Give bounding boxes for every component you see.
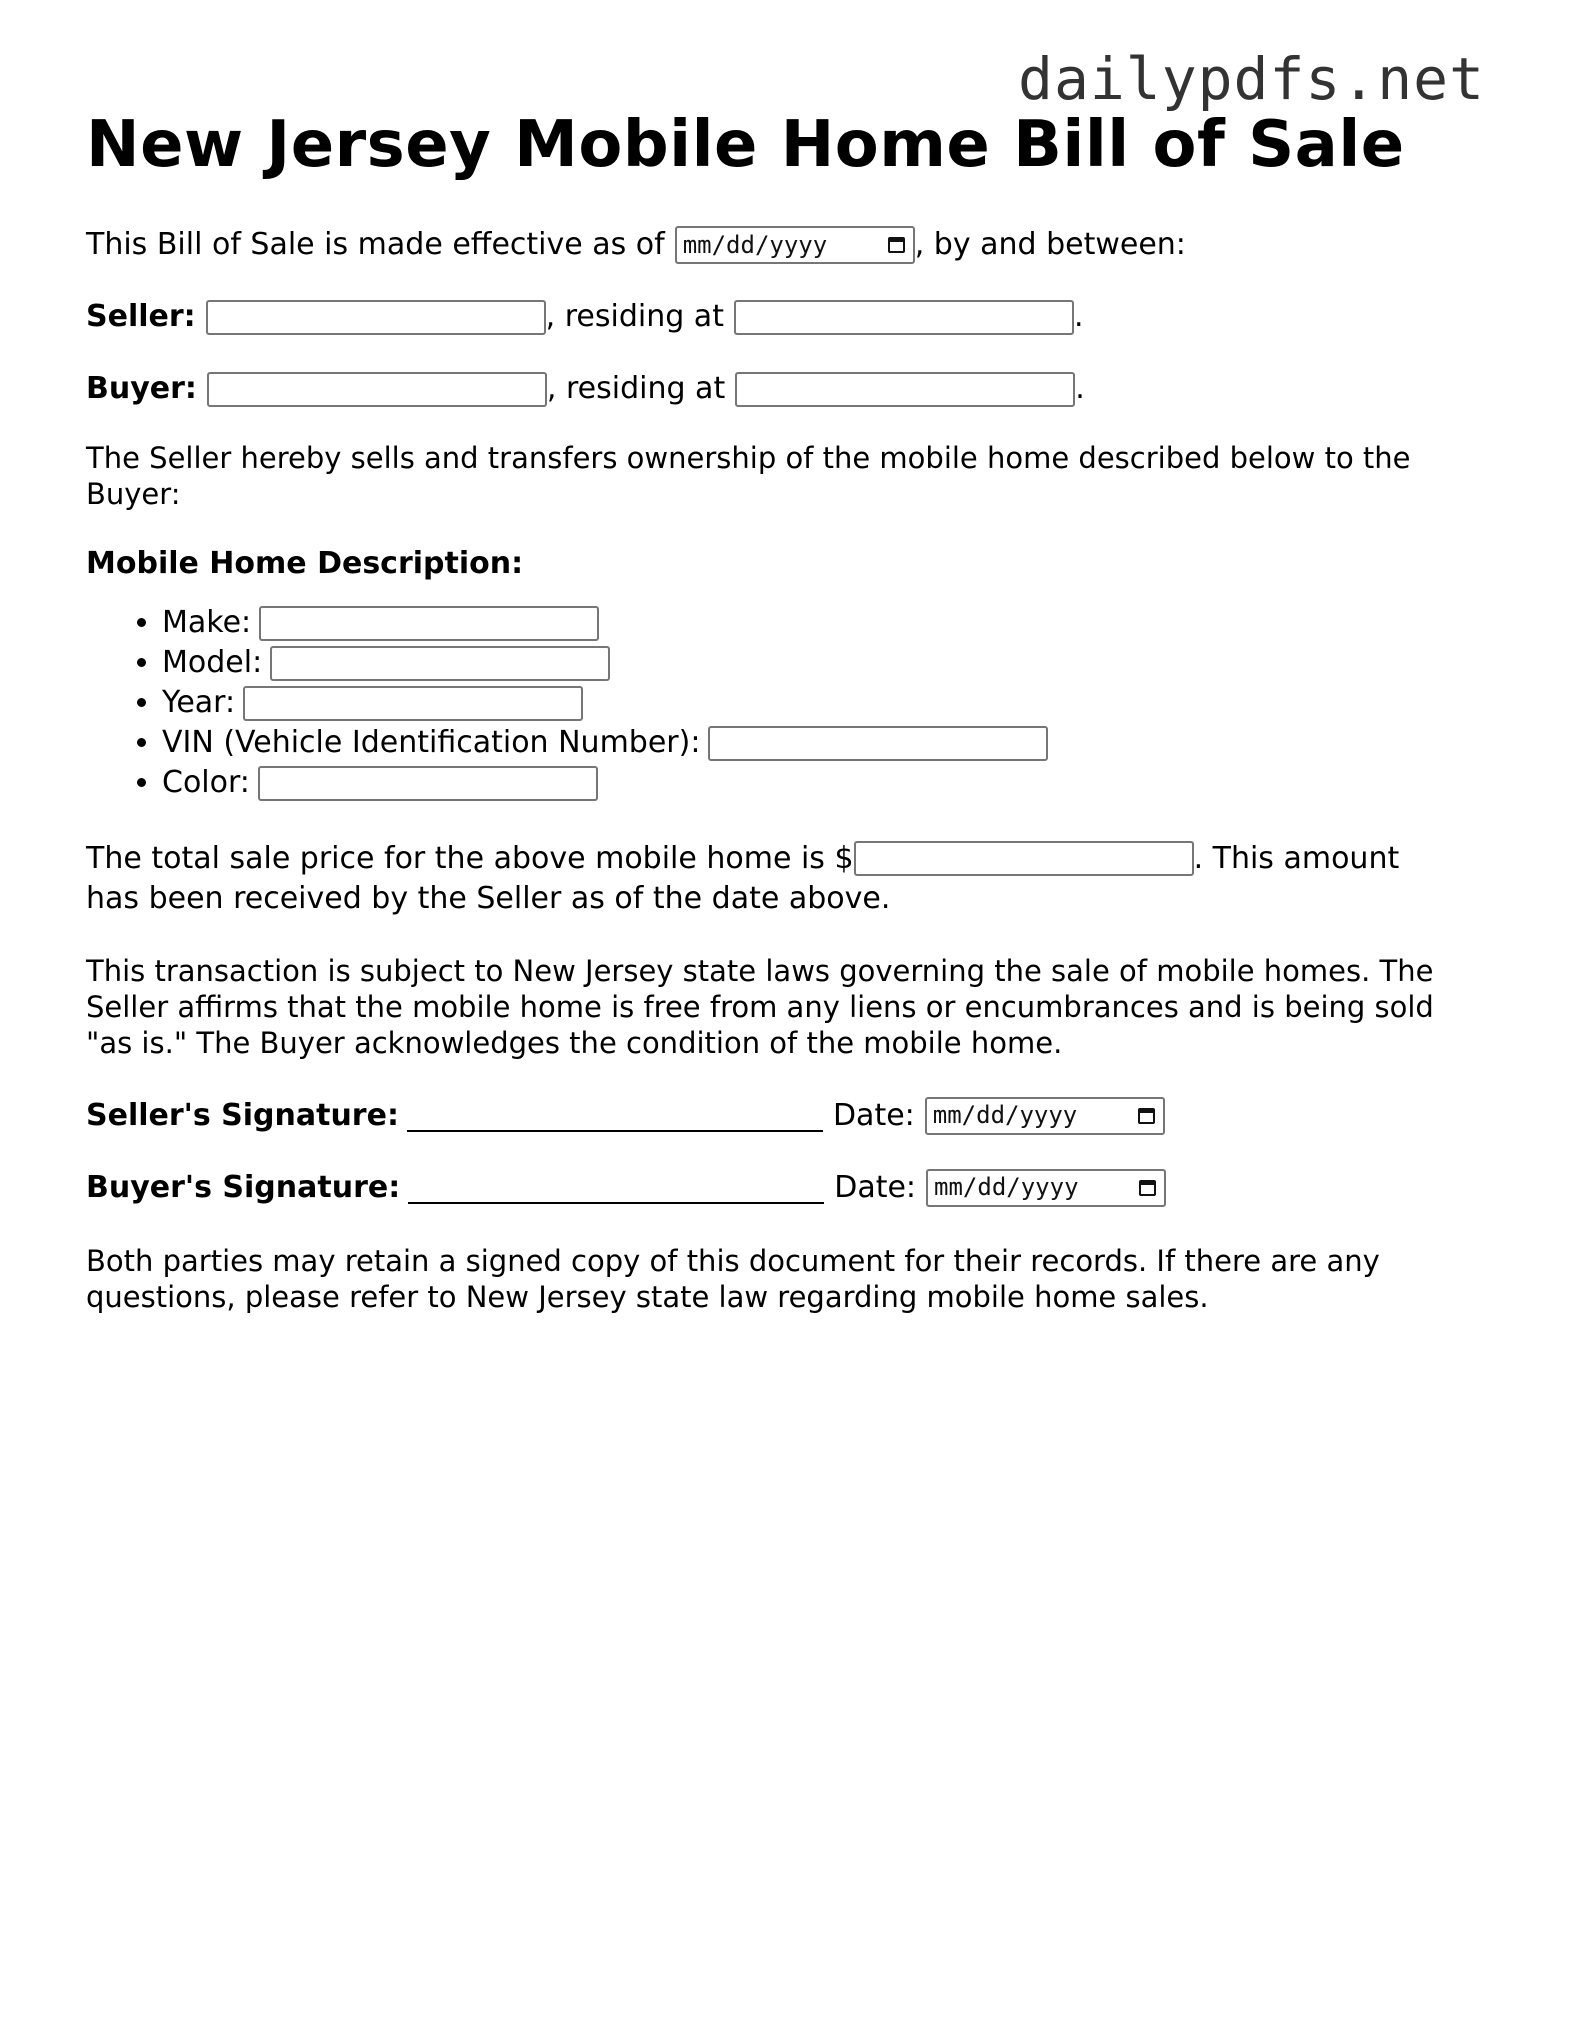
date-placeholder: mm/dd/yyyy: [682, 230, 828, 259]
price-text: The total sale price for the above mobile home is $: [86, 840, 854, 876]
price-input[interactable]: [854, 841, 1194, 876]
buyer-label: Buyer:: [86, 371, 197, 407]
document-body: [86, 110, 1486, 1315]
model-input[interactable]: [270, 646, 610, 681]
calendar-icon[interactable]: [1139, 1180, 1156, 1196]
list-item-make: [162, 603, 1486, 643]
closing-paragraph: Both parties may retain a signed copy of this document for their records. If there are any questions, please refer to New Jersey state law regarding mobile home sales.: [86, 1243, 1380, 1314]
buyer-row-end: .: [1075, 371, 1085, 407]
year-input[interactable]: [243, 686, 583, 721]
buyer-signature-line[interactable]: [408, 1172, 824, 1204]
price-paragraph: [86, 839, 1486, 919]
seller-row: [86, 296, 1486, 338]
buyer-date-input[interactable]: [926, 1169, 1166, 1207]
color-label: Color:: [162, 764, 250, 800]
buyer-address-input[interactable]: [735, 372, 1075, 407]
seller-signature-row: [86, 1095, 1486, 1137]
buyer-row: [86, 368, 1486, 410]
model-label: Model:: [162, 644, 263, 680]
calendar-icon[interactable]: [1138, 1108, 1155, 1124]
seller-name-input[interactable]: [206, 300, 546, 335]
effective-date-row: [86, 224, 1486, 266]
seller-label: Seller:: [86, 299, 196, 335]
transfer-paragraph: The Seller hereby sells and transfers ownership of the mobile home described below to the Buyer:: [86, 441, 1411, 512]
description-heading: Mobile Home Description:: [86, 546, 524, 582]
legal-paragraph: This transaction is subject to New Jersey state laws governing the sale of mobile homes. The Seller affirms that the mobile home is free from any liens or encumbrances and is being sold "as is." The Buyer acknowledges the condition of the mobile home.: [86, 953, 1434, 1060]
effective-date-input[interactable]: [675, 226, 915, 264]
make-label: Make:: [162, 604, 252, 640]
seller-signature-label: Seller's Signature:: [86, 1097, 399, 1133]
list-item-model: [162, 643, 1486, 683]
watermark: dailypdfs.net: [1018, 45, 1485, 113]
page-title: New Jersey Mobile Home Bill of Sale: [86, 108, 1405, 182]
year-label: Year:: [162, 684, 236, 720]
date-placeholder: mm/dd/yyyy: [932, 1101, 1078, 1130]
list-item-color: [162, 763, 1486, 803]
price-after-text: . This amount: [1193, 840, 1400, 876]
seller-signature-line[interactable]: [407, 1100, 823, 1132]
price-line-2: has been received by the Seller as of the date above.: [86, 880, 891, 916]
buyer-signature-row: [86, 1167, 1486, 1209]
buyer-residing-text: , residing at: [546, 371, 726, 407]
seller-date-label: Date:: [832, 1097, 915, 1133]
seller-address-input[interactable]: [734, 300, 1074, 335]
seller-residing-text: , residing at: [545, 299, 724, 335]
buyer-name-input[interactable]: [207, 372, 547, 407]
seller-date-input[interactable]: [925, 1097, 1165, 1135]
buyer-signature-label: Buyer's Signature:: [86, 1169, 401, 1205]
calendar-icon[interactable]: [888, 237, 905, 253]
buyer-date-label: Date:: [834, 1169, 917, 1205]
list-item-year: [162, 683, 1486, 723]
vin-input[interactable]: [708, 726, 1048, 761]
color-input[interactable]: [258, 766, 598, 801]
description-list: [86, 603, 1486, 803]
intro-after-text: , by and between:: [914, 227, 1186, 263]
intro-text: This Bill of Sale is made effective as of: [86, 227, 665, 263]
vin-label: VIN (Vehicle Identification Number):: [162, 724, 701, 760]
make-input[interactable]: [259, 606, 599, 641]
date-placeholder: mm/dd/yyyy: [934, 1173, 1079, 1202]
seller-row-end: .: [1073, 299, 1084, 335]
list-item-vin: [162, 723, 1486, 763]
